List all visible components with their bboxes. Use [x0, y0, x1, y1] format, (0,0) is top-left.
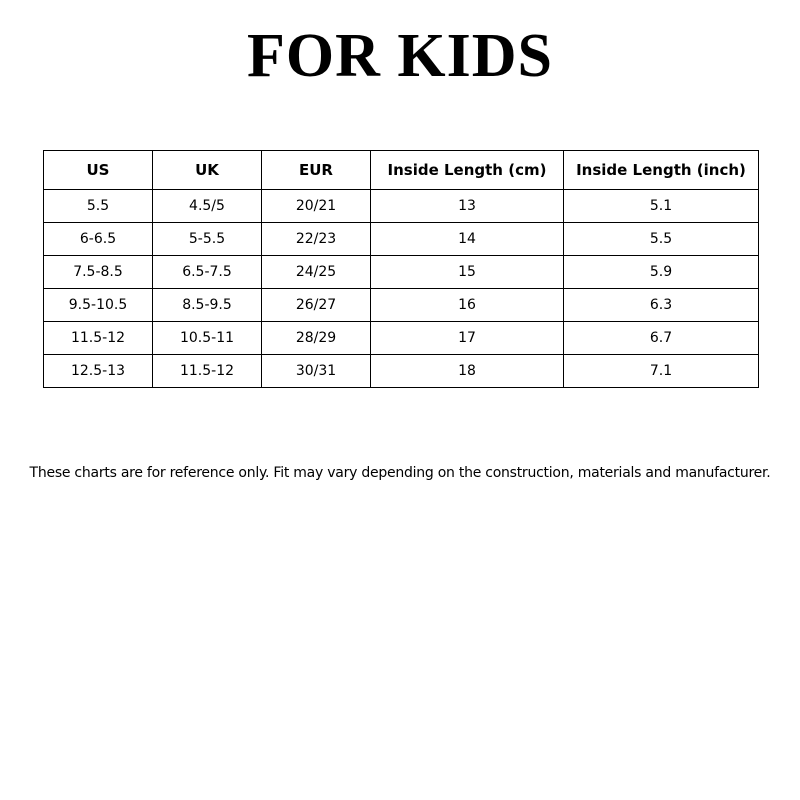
cell-length-cm: 16	[371, 289, 564, 322]
cell-uk: 8.5-9.5	[153, 289, 262, 322]
cell-length-inch: 5.1	[564, 190, 759, 223]
cell-eur: 30/31	[262, 355, 371, 388]
header-inside-length-inch: Inside Length (inch)	[564, 151, 759, 190]
cell-eur: 24/25	[262, 256, 371, 289]
table-header-row	[44, 151, 759, 190]
cell-us: 7.5-8.5	[44, 256, 153, 289]
table-row	[44, 256, 759, 289]
cell-us: 6-6.5	[44, 223, 153, 256]
cell-length-inch: 5.9	[564, 256, 759, 289]
table-row	[44, 322, 759, 355]
cell-length-inch: 5.5	[564, 223, 759, 256]
cell-length-inch: 6.3	[564, 289, 759, 322]
table-row	[44, 190, 759, 223]
cell-us: 9.5-10.5	[44, 289, 153, 322]
cell-eur: 28/29	[262, 322, 371, 355]
header-uk: UK	[153, 151, 262, 190]
cell-uk: 4.5/5	[153, 190, 262, 223]
header-eur: EUR	[262, 151, 371, 190]
cell-length-cm: 18	[371, 355, 564, 388]
cell-eur: 26/27	[262, 289, 371, 322]
cell-length-cm: 13	[371, 190, 564, 223]
cell-length-cm: 15	[371, 256, 564, 289]
cell-uk: 5-5.5	[153, 223, 262, 256]
table-row	[44, 355, 759, 388]
table-row	[44, 223, 759, 256]
page-title: FOR KIDS	[247, 22, 553, 90]
cell-uk: 6.5-7.5	[153, 256, 262, 289]
cell-length-inch: 7.1	[564, 355, 759, 388]
cell-length-inch: 6.7	[564, 322, 759, 355]
cell-uk: 10.5-11	[153, 322, 262, 355]
table-row	[44, 289, 759, 322]
cell-us: 12.5-13	[44, 355, 153, 388]
reference-note: These charts are for reference only. Fit may vary depending on the construction, materials and manufacturer.	[29, 465, 771, 481]
cell-eur: 22/23	[262, 223, 371, 256]
cell-uk: 11.5-12	[153, 355, 262, 388]
cell-us: 5.5	[44, 190, 153, 223]
cell-length-cm: 17	[371, 322, 564, 355]
cell-length-cm: 14	[371, 223, 564, 256]
cell-us: 11.5-12	[44, 322, 153, 355]
header-inside-length-cm: Inside Length (cm)	[371, 151, 564, 190]
size-chart-table	[43, 150, 759, 388]
cell-eur: 20/21	[262, 190, 371, 223]
header-us: US	[44, 151, 153, 190]
